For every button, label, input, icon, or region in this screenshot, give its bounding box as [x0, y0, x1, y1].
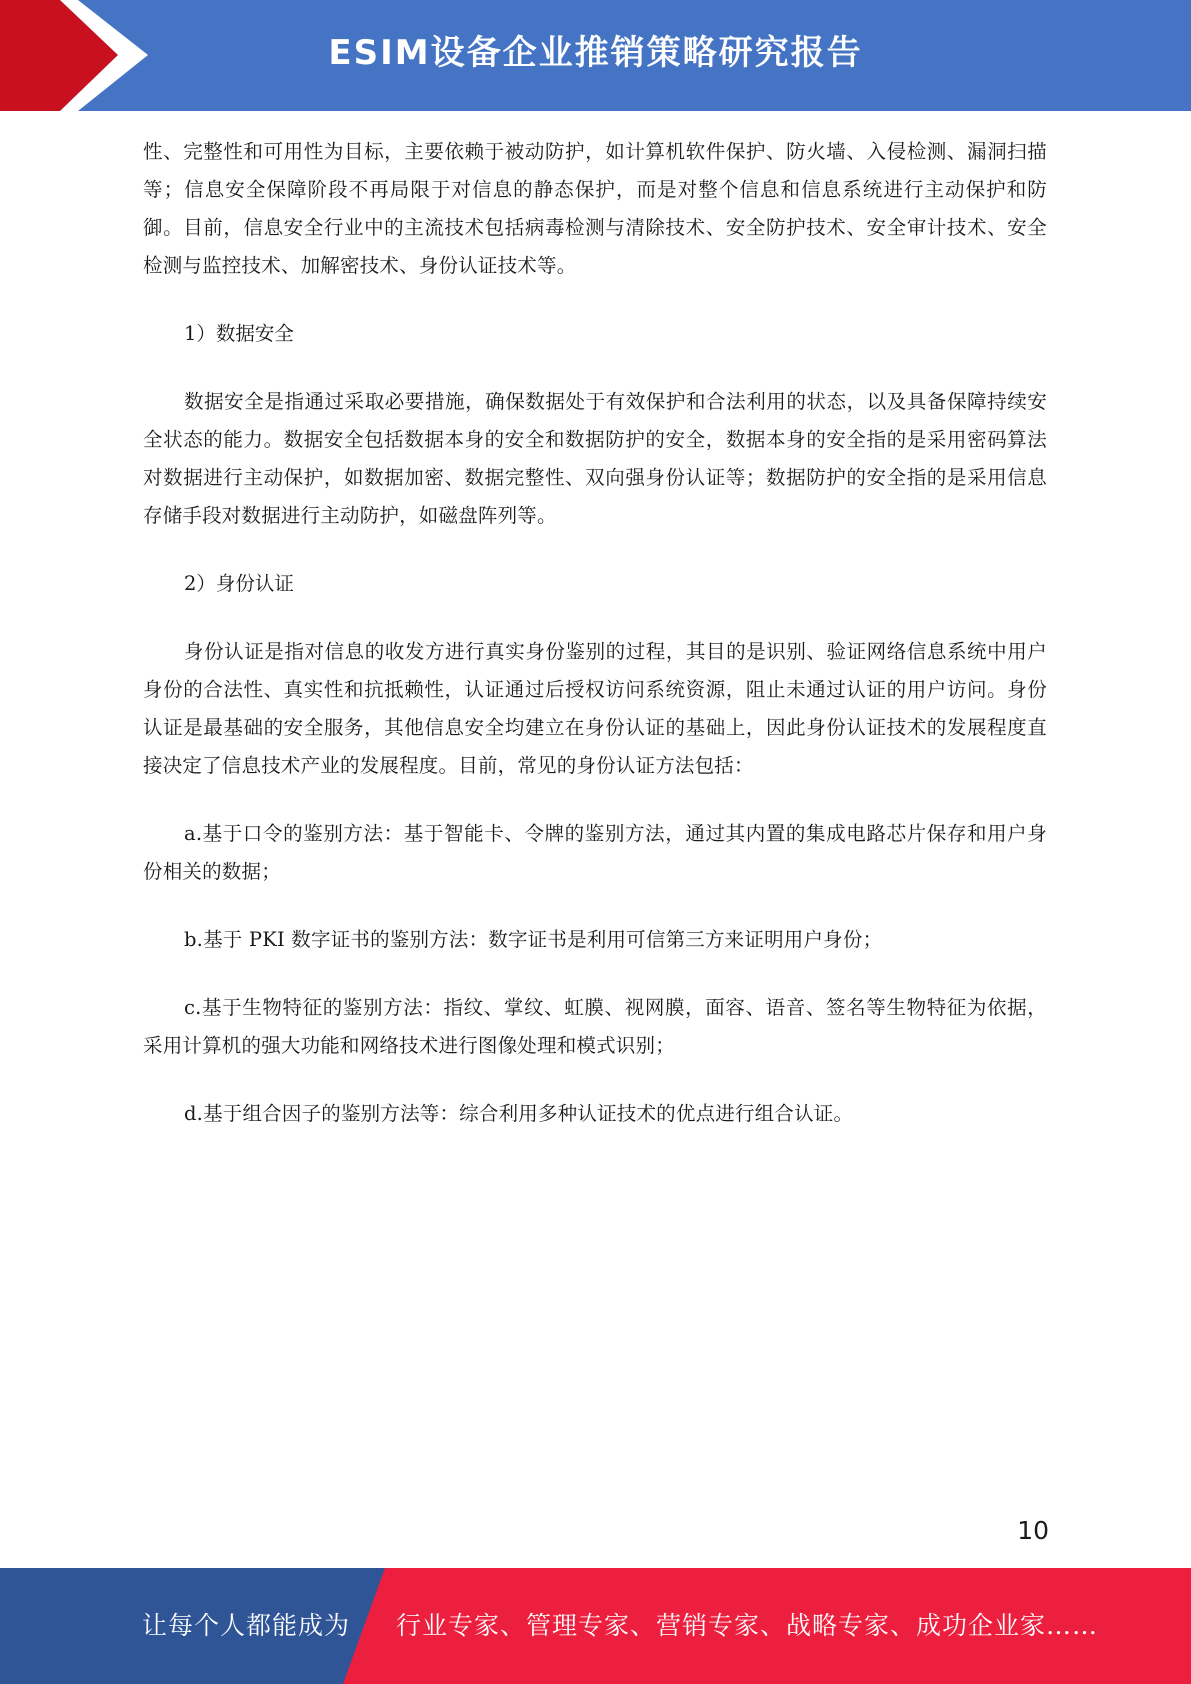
paragraph-identity-auth: 身份认证是指对信息的收发方进行真实身份鉴别的过程，其目的是识别、验证网络信息系统中用户身份的合法性、真实性和抗抵赖性，认证通过后授权访问系统资源，阻止未通过认证的用户访问。身份认证是最基础的安全服务，其他信息安全均建立在身份认证的基础上，因此身份认证技术的发展程度直接决定了信息技术产业的发展程度。目前，常见的身份认证方法包括：	[143, 640, 1047, 777]
header-banner	[0, 0, 1191, 111]
section-heading-identity-auth: 2）身份认证	[184, 572, 294, 595]
page-body	[143, 133, 1047, 1163]
page-number: 10	[1017, 1516, 1049, 1545]
list-item-password-method: a.基于口令的鉴别方法：基于智能卡、令牌的鉴别方法，通过其内置的集成电路芯片保存和用户身份相关的数据；	[143, 822, 1047, 883]
footer-slogan-right: 行业专家、管理专家、营销专家、战略专家、成功企业家……	[396, 1611, 1099, 1640]
section-heading-data-security: 1）数据安全	[184, 322, 294, 345]
list-item-combined-method: d.基于组合因子的鉴别方法等：综合利用多种认证技术的优点进行组合认证。	[184, 1102, 854, 1125]
list-item-pki-method: b.基于 PKI 数字证书的鉴别方法：数字证书是利用可信第三方来证明用户身份；	[184, 928, 883, 951]
paragraph-security-overview: 性、完整性和可用性为目标，主要依赖于被动防护，如计算机软件保护、防火墙、入侵检测、漏洞扫描等；信息安全保障阶段不再局限于对信息的静态保护，而是对整个信息和信息系统进行主动保护和防御。目前，信息安全行业中的主流技术包括病毒检测与清除技术、安全防护技术、安全审计技术、安全检测与监控技术、加解密技术、身份认证技术等。	[143, 140, 1047, 277]
footer-slogan-left: 让每个人都能成为	[142, 1611, 351, 1640]
footer-banner	[0, 1568, 1191, 1684]
paragraph-data-security: 数据安全是指通过采取必要措施，确保数据处于有效保护和合法利用的状态，以及具备保障持续安全状态的能力。数据安全包括数据本身的安全和数据防护的安全，数据本身的安全指的是采用密码算法对数据进行主动保护，如数据加密、数据完整性、双向强身份认证等；数据防护的安全指的是采用信息存储手段对数据进行主动防护，如磁盘阵列等。	[143, 390, 1047, 527]
list-item-biometric-method: c.基于生物特征的鉴别方法：指纹、掌纹、虹膜、视网膜，面容、语音、签名等生物特征为依据，采用计算机的强大功能和网络技术进行图像处理和模式识别；	[143, 996, 1047, 1057]
report-title: ESIM设备企业推销策略研究报告	[328, 33, 863, 73]
